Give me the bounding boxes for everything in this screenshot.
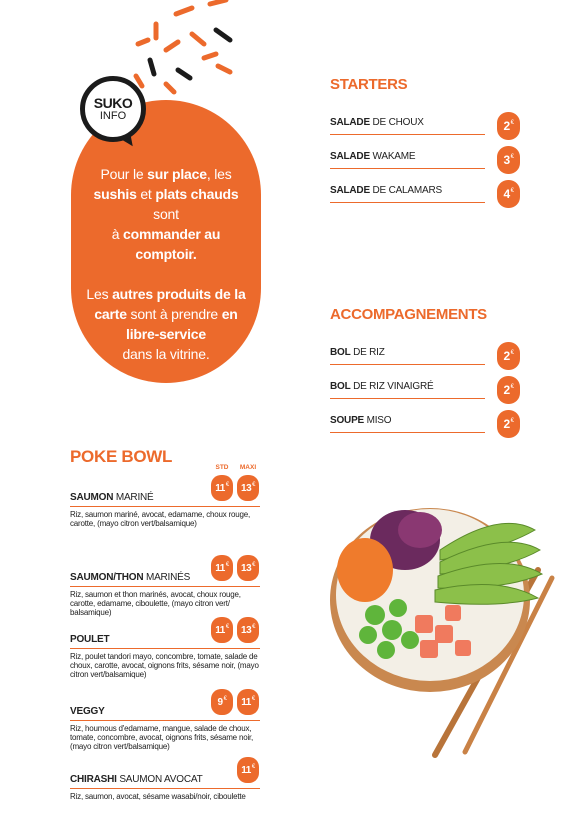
side-item-name: BOL (330, 381, 351, 392)
starter-item (330, 116, 485, 135)
price-badge (237, 757, 259, 783)
price-value: 2 (503, 417, 510, 431)
side-item-name: SOUPE (330, 415, 365, 426)
currency-symbol: € (225, 562, 229, 568)
poke-item-description: Riz, saumon et thon marinés, avocat, choux rouge, carotte, edamame, ciboulette, (mayo citron vert/ balsamique) (70, 590, 241, 617)
poke-item-sub: MARINÉS (143, 572, 191, 583)
poke-item-sub: SAUMON AVOCAT (116, 774, 203, 785)
info-bubble (71, 100, 261, 383)
currency-symbol: € (510, 154, 514, 160)
currency-symbol: € (225, 482, 229, 488)
price-badge (211, 475, 233, 501)
price-badge (237, 555, 259, 581)
starters-title: STARTERS (330, 76, 408, 93)
price-value: 11 (241, 764, 251, 776)
poke-item-description: Riz, saumon, avocat, sésame wasabi/noir, ciboulette (70, 792, 246, 801)
price-badge (497, 180, 520, 208)
col-std-label: STD (215, 464, 229, 471)
side-item-detail: MISO (364, 415, 392, 426)
price-badge (211, 617, 233, 643)
poke-title: POKE BOWL (70, 447, 173, 466)
poke-item-main: POULET (70, 634, 110, 645)
sides-title: ACCOMPAGNEMENTS (330, 306, 487, 323)
price-badge (497, 146, 520, 174)
starter-item (330, 184, 485, 203)
poke-item-description: Riz, poulet tandori mayo, concombre, tomate, salade de choux, carotte, avocat, oignons frits, sésame noir, (mayo citron vert/balsamique) (70, 652, 259, 679)
poke-item-main: CHIRASHI (70, 774, 117, 785)
starter-item-name: SALADE (330, 151, 370, 162)
side-item-detail: DE RIZ VINAIGRÉ (350, 381, 434, 392)
currency-symbol: € (252, 624, 255, 630)
price-value: 11 (215, 562, 225, 574)
badge-subtitle: INFO (99, 110, 127, 122)
side-item-name: BOL (330, 347, 351, 358)
side-item (330, 346, 485, 365)
price-badge (497, 342, 520, 370)
price-badge (497, 376, 520, 404)
starter-item-name: SALADE (330, 117, 370, 128)
poke-item-main: SAUMON (70, 492, 114, 503)
starter-item-detail: DE CALAMARS (369, 185, 442, 196)
poke-item-description: Riz, houmous d'edamame, mangue, salade de choux, tomate, concombre, avocat, oignons frits, sésame noir, (mayo citron vert/balsamique) (70, 724, 254, 751)
price-badge (497, 112, 520, 140)
currency-symbol: € (223, 696, 227, 702)
col-maxi-label: MAXI (239, 464, 257, 471)
poke-item-main: VEGGY (70, 706, 105, 717)
price-badge (497, 410, 520, 438)
price-value: 9 (217, 696, 223, 708)
starter-item-detail: DE CHOUX (369, 117, 424, 128)
price-badge (211, 555, 233, 581)
currency-symbol: € (510, 384, 514, 390)
price-value: 2 (503, 383, 510, 397)
currency-symbol: € (510, 350, 514, 356)
poke-item-sub: MARINÉ (113, 492, 154, 503)
price-badge (237, 475, 259, 501)
price-value: 11 (241, 696, 251, 708)
price-value: 13 (241, 562, 252, 574)
side-item (330, 380, 485, 399)
currency-symbol: € (225, 624, 229, 630)
badge-title: SUKO (93, 95, 133, 111)
price-value: 3 (503, 153, 510, 167)
price-value: 13 (241, 624, 252, 636)
price-badge (237, 617, 259, 643)
poke-bowl-image (320, 490, 580, 760)
currency-symbol: € (251, 764, 255, 770)
price-badge (237, 689, 259, 715)
currency-symbol: € (252, 562, 255, 568)
currency-symbol: € (251, 696, 255, 702)
side-item (330, 414, 485, 433)
currency-symbol: € (510, 120, 514, 126)
suko-info-badge (80, 76, 146, 142)
starter-item-detail: WAKAME (369, 151, 416, 162)
price-value: 13 (241, 482, 252, 494)
poke-item-description: Riz, saumon mariné, avocat, edamame, choux rouge, carotte, (mayo citron vert/balsamique) (70, 510, 251, 528)
price-value: 2 (503, 119, 510, 133)
poke-item-name (70, 774, 260, 789)
sprinkles-decoration (130, 0, 250, 100)
currency-symbol: € (252, 482, 255, 488)
price-value: 4 (503, 187, 510, 201)
side-item-detail: DE RIZ (350, 347, 385, 358)
currency-symbol: € (510, 418, 514, 424)
info-text: Pour le sur place, les sushis et plats chauds sont à commander au comptoir. Les autres produits de la carte sont à prendre en libre-service dans la vitrine. (86, 166, 246, 362)
starter-item (330, 150, 485, 169)
price-value: 11 (215, 482, 225, 494)
currency-symbol: € (510, 188, 514, 194)
price-value: 2 (503, 349, 510, 363)
price-value: 11 (215, 624, 225, 636)
starter-item-name: SALADE (330, 185, 370, 196)
price-badge (211, 689, 233, 715)
poke-item-main: SAUMON/THON (70, 572, 144, 583)
